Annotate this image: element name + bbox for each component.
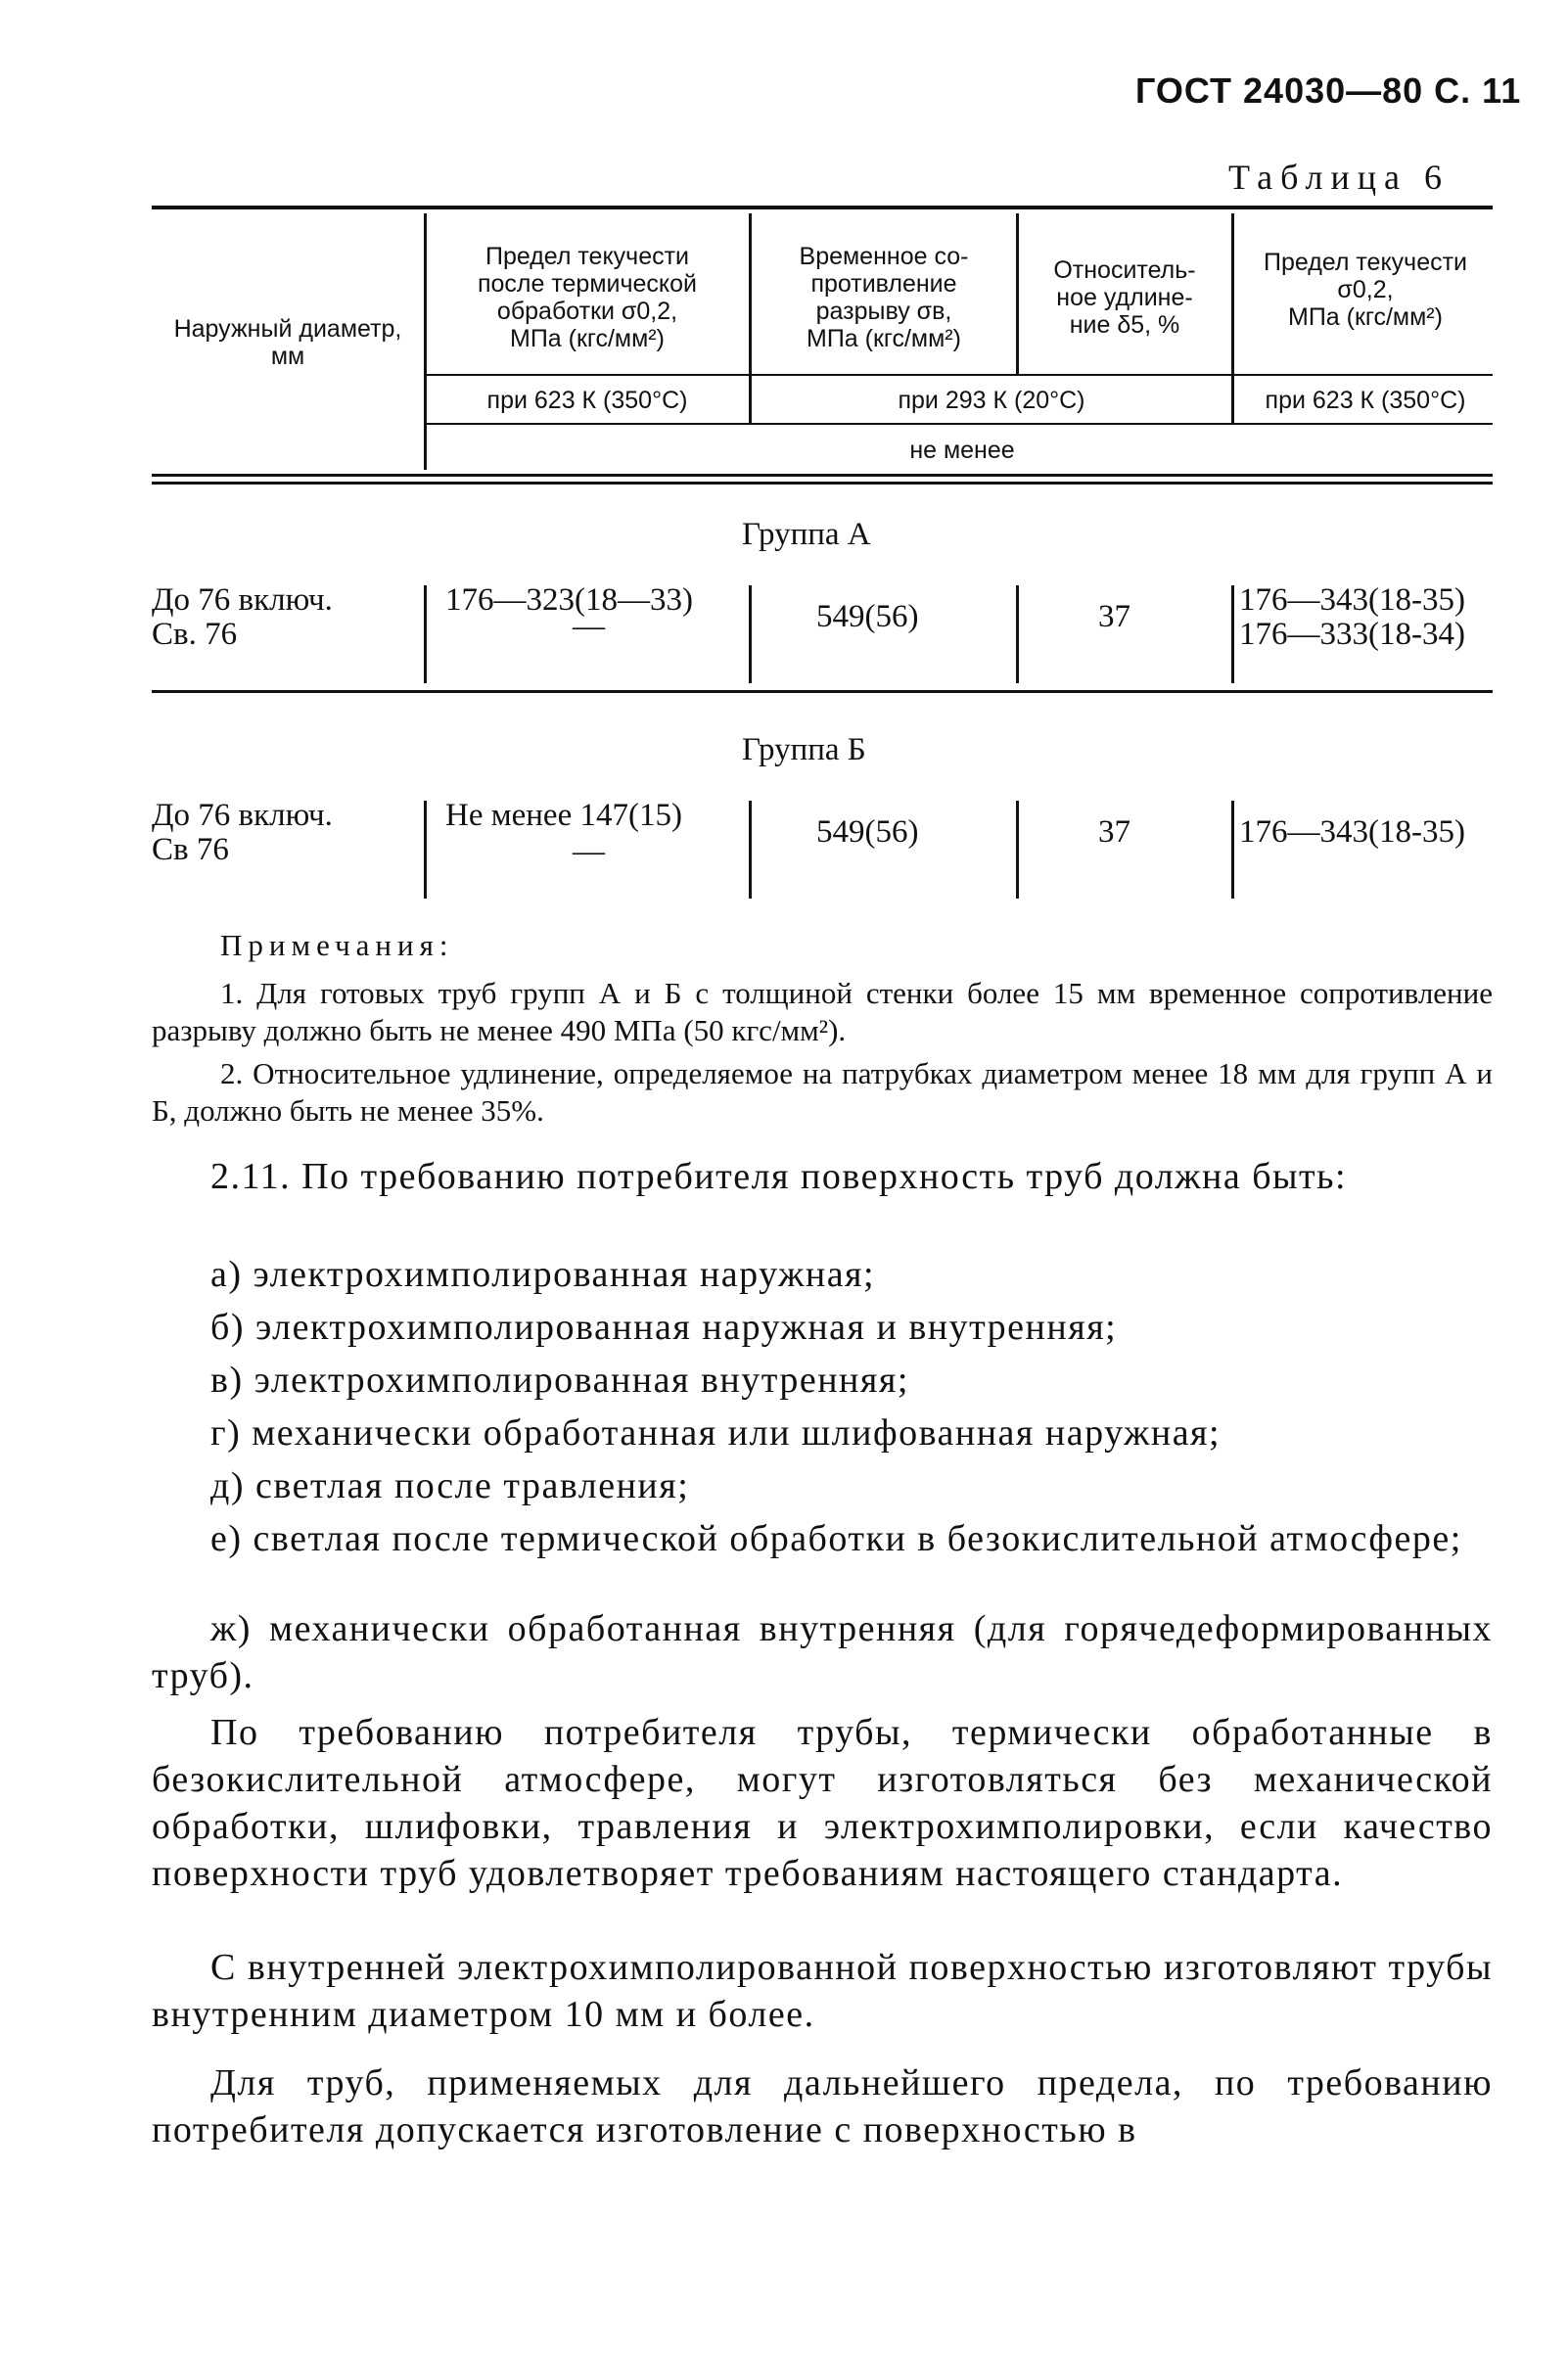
list-item: г) механически обработанная или шлифованная наружная; <box>210 1412 1222 1454</box>
col-elong-line: ние δ5, % <box>1069 311 1180 339</box>
table-cell-tensile: 549(56) <box>816 599 919 634</box>
group-b-title: Группа Б <box>742 732 866 767</box>
col-yield2-line: Предел текучести <box>1263 249 1468 276</box>
col-tensile-header <box>756 243 1012 352</box>
standard-header: ГОСТ 24030—80 С. 11 <box>1135 70 1522 111</box>
header-bottom-rule-a <box>152 474 1493 477</box>
paragraph: По требованию потребителя трубы, термически обработанные в безокислительной атмосфере, могут изготовляться без механической обработки, шлифовки, травления и электрохимполировки, если качество поверхности труб удовлетворяет требованиям настоящего стандарта. <box>152 1712 1493 1894</box>
group-divider-rule <box>152 690 1493 693</box>
row-col-divider <box>1016 585 1019 683</box>
list-item: е) светлая после термической обработки в безокислительной атмосфере; <box>210 1518 1462 1559</box>
group-a-title: Группа А <box>742 517 871 552</box>
list-item: в) электрохимполированная внутренняя; <box>210 1360 909 1401</box>
col-divider <box>749 213 752 423</box>
col-yield2-header <box>1237 249 1494 331</box>
col-yield-line: обработки σ0,2, <box>496 298 678 325</box>
col-divider <box>1016 213 1019 374</box>
notes-title: Примечания: <box>220 928 454 962</box>
table-cell-yield2: 176—333(18-34) <box>1239 617 1465 652</box>
table-cell-yield: — <box>573 834 605 869</box>
row-col-divider <box>1231 585 1234 683</box>
temp-cell-2: при 293 К (20°C) <box>898 387 1085 414</box>
table-cell-yield: — <box>573 609 605 644</box>
list-item: ж) механически обработанная внутренняя (для горячедеформированных труб). <box>152 1608 1493 1696</box>
min-label-cell: не менее <box>909 437 1015 464</box>
table-cell-diameter: До 76 включ. <box>152 798 333 833</box>
col-elong-line: Относитель- <box>1053 256 1196 284</box>
table-cell-elong: 37 <box>1098 814 1130 850</box>
paragraph: Для труб, применяемых для дальнейшего предела, по требованию потребителя допускается изготовление с поверхностью в <box>152 2062 1493 2150</box>
header-rule-1 <box>426 374 1493 376</box>
list-item: б) электрохимполированная наружная и внутренняя; <box>210 1307 1118 1348</box>
col-yield2-line: МПа (кгс/мм²) <box>1288 303 1443 331</box>
table-cell-diameter: До 76 включ. <box>152 582 333 618</box>
table-top-rule <box>152 206 1493 209</box>
row-col-divider <box>749 801 752 899</box>
col-elong-line: ное удлине- <box>1056 284 1193 311</box>
col-tensile-line: противление <box>810 270 957 298</box>
row-col-divider <box>1016 801 1019 899</box>
table-cell-tensile: 549(56) <box>816 814 919 850</box>
section-intro: 2.11. По требованию потребителя поверхность труб должна быть: <box>210 1156 1348 1197</box>
col-elong-header <box>1022 256 1227 339</box>
temp-cell-1: при 623 К (350°C) <box>486 387 688 414</box>
col-divider <box>424 213 427 470</box>
table-cell-yield2: 176—343(18-35) <box>1239 582 1465 618</box>
col-tensile-line: разрыву σв, <box>815 298 952 325</box>
table-cell-diameter: Св. 76 <box>152 617 238 652</box>
note-item: 2. Относительное удлинение, определяемое на патрубках диаметром менее 18 мм для групп А и Б, должно быть не менее 35%. <box>152 1056 1493 1128</box>
table-cell-elong: 37 <box>1098 599 1130 634</box>
row-col-divider <box>749 585 752 683</box>
col-diameter-header: Наружный диаметр, мм <box>173 315 402 370</box>
table-cell-diameter: Св 76 <box>152 832 229 867</box>
row-col-divider <box>424 585 427 683</box>
col-yield-line: после термической <box>477 270 698 298</box>
table-cell-yield2: 176—343(18-35) <box>1239 814 1465 850</box>
paragraph: С внутренней электрохимполированной поверхностью изготовляют трубы внутренним диаметром 10 мм и более. <box>152 1947 1493 2035</box>
row-col-divider <box>424 801 427 899</box>
table-cell-yield: 176—323(18—33) <box>445 582 693 618</box>
row-col-divider <box>1231 801 1234 899</box>
note-item: 1. Для готовых труб групп А и Б с толщиной стенки более 15 мм временное сопротивление разрыву должно быть не менее 490 МПа (50 кгс/мм²). <box>152 976 1493 1047</box>
table-cell-yield: Не менее 147(15) <box>445 798 682 833</box>
list-item: д) светлая после травления; <box>210 1465 690 1506</box>
col-tensile-line: МПа (кгс/мм²) <box>807 325 961 352</box>
table-caption: Таблица 6 <box>1228 158 1450 197</box>
col-yield-line: МПа (кгс/мм²) <box>510 325 665 352</box>
header-rule-2 <box>426 423 1493 425</box>
col-divider <box>1231 213 1234 423</box>
col-yield-line: Предел текучести <box>484 243 690 270</box>
col-tensile-line: Временное со- <box>799 243 969 270</box>
col-yield2-line: σ0,2, <box>1337 276 1394 303</box>
temp-cell-3: при 623 К (350°C) <box>1265 387 1466 414</box>
col-yield-header <box>431 243 744 352</box>
list-item: а) электрохимполированная наружная; <box>210 1254 876 1295</box>
header-bottom-rule-b <box>152 482 1493 485</box>
